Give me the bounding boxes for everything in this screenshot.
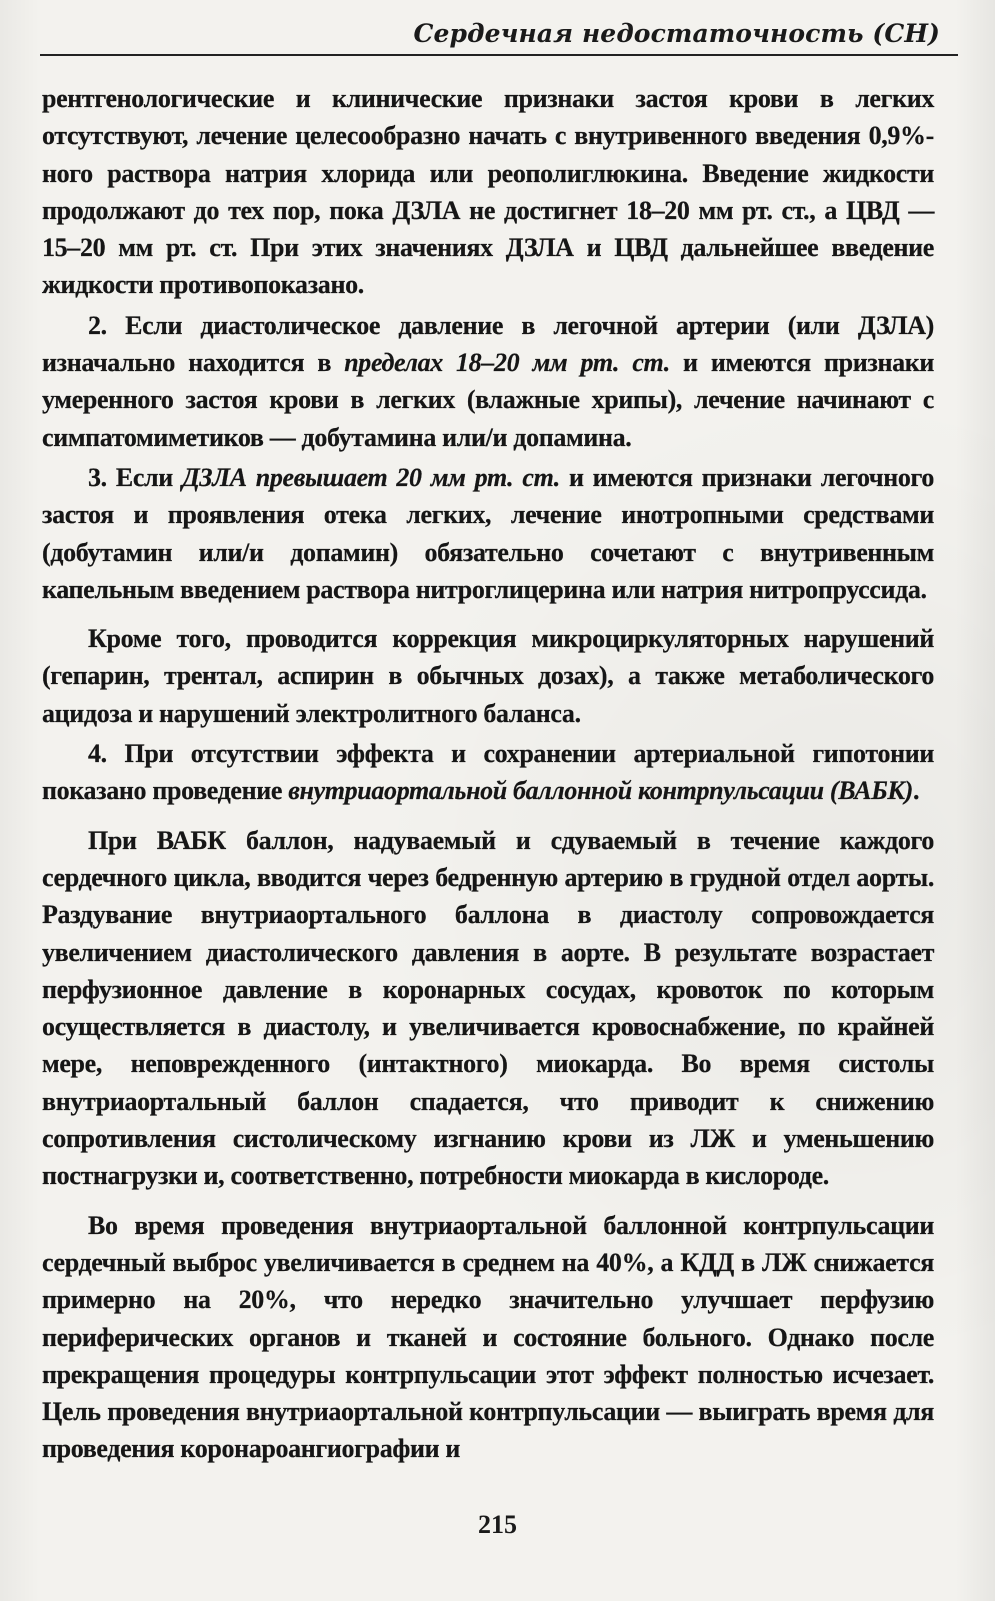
running-head (40, 12, 958, 56)
paragraph-item-4-emphasis: внутриаортальной баллонной контрпульсации (ВАБК) (288, 776, 913, 806)
body-text (42, 80, 934, 1468)
paragraph-iabp-mechanism: При ВАБК баллон, надуваемый и сдуваемый в течение каждого сердечного цикла, вводится через бедренную артерию в грудной отдел аорты. Раздувание внутриаортального баллона в диастолу сопровождается увеличением диастолического давления в аорте. В результате возрастает перфузионное давление в коронарных сосудах, кровоток по которым осуществляется в диастолу, и увеличивается кровоснабжение, по крайней мере, неповрежденного (интактного) миокарда. Во время систолы внутриаортальный баллон спадается, что приводит к снижению сопротивления систолическому изгнанию крови из ЛЖ и уменьшению постнагрузки и, соответственно, потребности миокарда в кислороде. (42, 825, 934, 1191)
paragraph-item-3-text-b: и имеются признаки легочного застоя и проявления отека легких, лечение инотропными средствами (добутамин или/и допамин) обязательно сочетают с внутривенным капельным введением раствора нитроглицерина или натрия нитропруссида. (42, 462, 934, 604)
paragraph-continuation: рентгенологические и клинические признаки застоя крови в легких отсутствуют, лечение целесообразно начать с внутривенного введения 0,9%-ного раствора натрия хлорида или реополиглюкина. Введение жидкости продолжают до тех пор, пока ДЗЛА не достигнет 18–20 мм рт. ст., а ЦВД — 15–20 мм рт. ст. При этих значениях ДЗЛА и ЦВД дальнейшее введение жидкости противопоказано. (42, 84, 934, 300)
paragraph-item-4 (42, 735, 934, 810)
paragraph-correction: Кроме того, проводится коррекция микроциркуляторных нарушений (гепарин, трентал, аспирин в обычных дозах), а также метаболического ацидоза и нарушений электролитного баланса. (42, 624, 934, 728)
paragraph-iabp-effect: Во время проведения внутриаортальной баллонной контрпульсации сердечный выброс увеличивается в среднем на 40%, а КДД в ЛЖ снижается примерно на 20%, что нередко значительно улучшает перфузию периферических органов и тканей и состояние больного. Однако после прекращения процедуры контрпульсации этот эффект полностью исчезает. Цель проведения внутриаортальной контрпульсации — выиграть время для проведения коронароангиографии и (42, 1210, 934, 1464)
paragraph-item-2-emphasis: пределах 18–20 мм рт. ст. (344, 348, 670, 378)
paragraph-item-4-text-a: 4. При отсутствии эффекта и сохранении артериальной гипотонии показано проведение (42, 739, 934, 806)
paragraph-item-2 (42, 307, 934, 456)
paragraph-item-2-text-a: 2. Если диастолическое давление в легочной артерии (или ДЗЛА) изначально находится в (42, 310, 934, 378)
running-head-title: Сердечная недостаточность (СН) (413, 19, 940, 48)
page-number: 215 (478, 1510, 517, 1539)
paragraph-item-4-text-b: . (912, 776, 920, 806)
paragraph-item-3 (42, 459, 934, 608)
paragraph-item-2-text-b: и имеются признаки умеренного застоя крови в легких (влажные хрипы), лечение начинают с симпатомиметиков — добутамина или/и допамина. (42, 348, 935, 452)
paragraph-item-3-emphasis: ДЗЛА превышает 20 мм рт. ст. (181, 462, 560, 492)
paragraph-item-3-text-a: 3. Если (88, 462, 182, 492)
